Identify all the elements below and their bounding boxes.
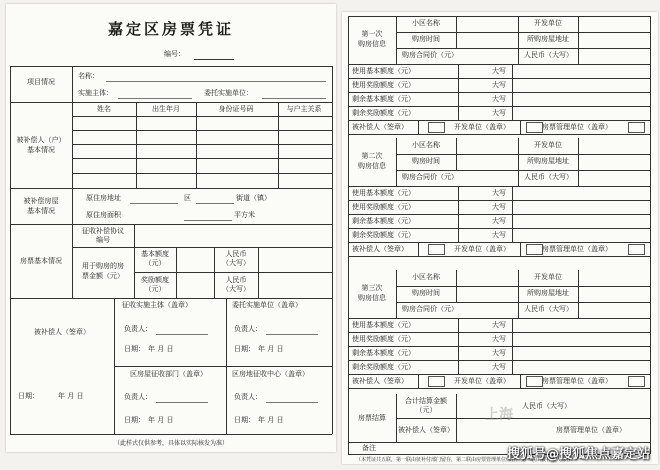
amount-label: 使用基本额度（元） [352,67,415,75]
settlement-amount-label: 合计结算金额 [405,397,447,405]
col-divider [512,78,513,92]
upper-label: 大写 [492,189,506,197]
table-row [72,158,332,159]
col-divider [518,16,519,64]
project-name-field[interactable] [106,81,326,82]
col-divider [512,360,513,374]
serial-number-line [194,59,234,60]
date-label: 日期： [124,345,145,353]
developer-seal-label: 开发单位（盖章） [454,245,510,253]
col-divider [458,106,459,120]
purchase-time-label: 购房时间 [412,289,440,297]
col-divider [458,346,459,360]
amount-label: 使用奖励额度（元） [352,335,415,343]
col-divider [396,16,397,64]
developer-seal-label: 开发单位（盖章） [454,123,510,131]
round-label: 第二次 [361,152,383,160]
col-divider [458,186,459,200]
agreement-number-label: 征收补偿协议 [82,227,124,235]
settlement-section-label: 房票结算 [358,414,386,422]
household-section-label-2: 基本情况 [27,146,55,154]
area-unit: 平方米 [234,211,255,219]
ticket-section-label: 房票基本情况 [20,257,62,265]
reward-amount-label: 奖励额度 [141,276,169,284]
date-label: 日期： [124,416,145,424]
upper-label: 大写 [492,231,506,239]
col-divider [520,374,521,388]
house-address-label: 所购房屋地址 [527,289,569,297]
seal-box[interactable] [526,376,543,387]
upper-label: 大写 [492,349,506,357]
purchase-time-label: 购房时间 [412,35,440,43]
row-divider [348,64,650,65]
mgmt-seal-label: 房票管理单位（盖章） [542,377,612,385]
address-field[interactable] [130,203,178,204]
signature-box[interactable] [428,244,445,255]
developer-label: 开发单位 [534,273,562,281]
date-text: 年 月 日 [258,416,284,424]
col-divider [396,270,397,318]
col-divider [458,200,459,214]
entrusted-seal-label: 委托实施单位（盖章） [232,301,302,309]
row-divider [348,78,650,79]
settlement-rmb-label: 人民币（大写） [522,402,571,410]
responsible-label: 负责人： [124,393,152,401]
row-divider [348,242,650,243]
col-relation: 与户主关系 [286,105,322,113]
col-divider [418,242,419,256]
seal-box[interactable] [526,122,543,133]
row-divider [348,214,650,215]
compensated-signature-label: 被补偿人（签章） [352,377,408,385]
contract-price-label: 购房合同价（元） [402,51,458,59]
col-divider [458,92,459,106]
row-divider [396,418,650,419]
footnote: （本凭证共五联，第一联由征补付部门留存，第二联由房票管理单位保存，第三联由被补偿人保存） [356,457,577,463]
col-divider [520,242,521,256]
col-divider [578,16,579,64]
row-divider [348,228,650,229]
upper-label: 大写 [492,321,506,329]
col-divider [458,228,459,242]
row-divider [10,102,332,103]
col-divider [458,214,459,228]
house-address-label: 所购房屋地址 [527,35,569,43]
table-row [72,144,332,145]
responsible-field[interactable] [266,334,318,335]
original-house-section-label-2: 基本情况 [27,207,55,215]
amount-label: 剩余基本额度（元） [352,217,415,225]
round-label: 第一次 [361,30,383,38]
street-field[interactable] [196,203,234,204]
document-title: 嘉定区房票凭证 [107,20,235,38]
amount-label: 使用奖励额度（元） [352,203,415,211]
rmb-label: 人民币 [225,250,247,258]
date-text: 年 月 日 [148,345,174,353]
serial-number-label: 编号： [164,50,185,58]
upper-label: 大写 [492,363,506,371]
upper-label: 大写 [492,67,506,75]
project-section-label: 项目情况 [27,78,55,86]
table-top-border [348,16,650,17]
row-divider [10,224,332,225]
purchase-amount-label-2: 票金额（元） [82,272,124,280]
row-divider [348,318,650,319]
amount-label: 使用奖励额度（元） [352,81,415,89]
basic-amount-label-2: （元） [144,259,166,267]
col-divider [512,228,513,242]
developer-label: 开发单位 [534,141,562,149]
table-bottom-border [10,434,332,435]
row-divider [348,346,650,347]
row-divider [134,272,332,273]
mgmt-seal-label: 房票管理单位（盖章） [542,245,612,253]
table-row [72,130,332,131]
col-divider [458,360,459,374]
col-divider [396,138,397,186]
col-birth: 出生年月 [152,105,180,113]
round-label-2: 购房信息 [358,162,386,170]
contract-price-label: 购房合同价（元） [402,173,458,181]
round-label-2: 购房信息 [358,294,386,302]
date-label: 日期： [18,392,39,400]
col-divider [578,138,579,186]
col-divider [512,318,513,332]
col-divider [278,102,279,188]
compensated-signature-label: 被补偿人（签章） [34,328,90,336]
entrusted-unit-label: 委托实施单位： [204,89,253,97]
street-label: 街道（镇） [236,194,271,202]
settlement-amount-label-2: （元） [415,406,437,414]
household-section-label: 被补偿人（户） [16,136,66,144]
responsible-label: 负责人： [234,393,262,401]
row-divider [348,374,650,375]
col-divider [458,332,459,346]
seal-box[interactable] [526,244,543,255]
col-divider [518,138,519,186]
remark-label: 备注 [362,444,376,452]
rmb-upper-label: 人民币（大写） [524,305,573,313]
purchase-amount-label: 用于购房的房 [82,262,124,270]
row-divider [348,106,650,107]
col-divider [418,120,419,134]
row-divider [348,134,650,135]
watermark: 上海 [485,407,513,423]
col-divider [458,78,459,92]
amount-label: 剩余奖励额度（元） [352,363,415,371]
section-divider [72,66,73,298]
table-right-border [650,16,651,454]
address-label: 原住房地址 [86,194,121,202]
table-top-border [10,66,332,67]
row-divider [348,92,650,93]
col-divider [512,92,513,106]
upper-label: 大写 [492,203,506,211]
row-divider [348,200,650,201]
amount-label: 使用基本额度（元） [352,189,415,197]
row-divider [348,256,650,257]
community-name-label: 小区名称 [412,273,440,281]
community-name-label: 小区名称 [412,141,440,149]
purchase-time-label: 购房时间 [412,157,440,165]
table-row [72,116,332,117]
col-divider [512,214,513,228]
footnote: （此样式仅供参考，具体以实际核发为准） [113,440,229,447]
col-name: 姓名 [97,105,111,113]
row-divider [396,302,650,303]
compensated-signature-label: 被补偿人（签章） [352,123,408,131]
rmb-label: 人民币 [225,276,247,284]
row-divider [348,332,650,333]
rmb-upper-label: 人民币（大写） [524,51,573,59]
developer-seal-label: 开发单位（盖章） [454,377,510,385]
rmb-upper-label: 人民币（大写） [524,173,573,181]
col-divider [512,186,513,200]
developer-label: 开发单位 [534,19,562,27]
amount-label: 剩余奖励额度（元） [352,231,415,239]
round-label-2: 购房信息 [358,40,386,48]
col-divider [512,332,513,346]
row-divider [396,32,650,33]
brand-label: 搜狐号@搜狐焦点嘉定站 [506,447,650,462]
col-divider [512,346,513,360]
responsible-field[interactable] [156,334,208,335]
area-field[interactable] [184,220,232,221]
row-divider [348,120,650,121]
table-left-border [10,66,11,434]
house-ticket-certificate-front [6,4,336,452]
entrusted-unit-field[interactable] [262,98,326,99]
col-divider [458,64,459,78]
house-address-label: 所购房屋地址 [527,157,569,165]
signature-box[interactable] [428,122,445,133]
implementer-label: 实施主体： [78,89,113,97]
row-divider [396,154,650,155]
house-ticket-certificate-back [342,12,658,464]
table-row [72,173,332,174]
area-label: 原住房面积 [86,211,121,219]
implementer-seal-label: 征收实施主体（盖章） [122,301,192,309]
amount-label: 剩余基本额度（元） [352,95,415,103]
project-name-label: 名称： [78,72,99,80]
bureau-seal-label: 区房屋征收部门（盖章） [130,370,207,378]
col-divider [196,102,197,188]
settlement-mgmt-seal: 房票管理单位（盖章） [556,426,626,434]
seal-box[interactable] [628,244,645,255]
rmb-upper-label: （大写） [222,285,250,293]
amount-label: 使用基本额度（元） [352,321,415,329]
contract-price-label: 购房合同价（元） [402,305,458,313]
col-divider [136,102,137,188]
col-divider [512,200,513,214]
mgmt-seal-label: 房票管理单位（盖章） [542,123,612,131]
row-divider [10,298,332,299]
row-divider [348,186,650,187]
date-text: 年 月 日 [258,345,284,353]
date-text: 年 月 日 [58,392,84,400]
col-divider [512,64,513,78]
upper-label: 大写 [492,109,506,117]
agreement-number-label-2: 编号 [96,236,110,244]
row-divider [396,170,650,171]
compensated-signature-label: 被补偿人（签章） [352,245,408,253]
row-divider [10,188,332,189]
col-divider [518,270,519,318]
upper-label: 大写 [492,217,506,225]
col-divider [458,318,459,332]
col-divider [512,106,513,120]
responsible-field[interactable] [156,402,208,403]
col-divider [520,120,521,134]
seal-box[interactable] [628,376,645,387]
date-text: 年 月 日 [148,416,174,424]
district-label: 区 [184,194,191,202]
row-divider [72,247,332,248]
original-house-section-label: 被补偿房屋 [23,197,59,205]
settlement-signature-label: 被补偿人（签章） [398,426,454,434]
table-right-border [332,66,333,434]
responsible-label: 负责人： [124,325,152,333]
col-id-number: 身份证号码 [218,105,254,113]
round-label: 第三次 [361,284,383,292]
col-divider [418,374,419,388]
implementer-field[interactable] [118,98,192,99]
center-seal-label: 区房地征收中心（盖章） [232,370,309,378]
row-divider [348,360,650,361]
rmb-upper-label: （大写） [222,259,250,267]
date-label: 日期： [234,416,255,424]
row-divider [114,366,332,367]
amount-label: 剩余奖励额度（元） [352,109,415,117]
amount-label: 剩余基本额度（元） [352,349,415,357]
seal-box[interactable] [628,122,645,133]
row-divider [396,48,650,49]
date-label: 日期： [234,345,255,353]
upper-label: 大写 [492,81,506,89]
col-divider [134,224,135,298]
row-divider [348,388,650,389]
col-divider [578,270,579,318]
upper-label: 大写 [492,335,506,343]
basic-amount-label: 基本额度 [141,250,169,258]
community-name-label: 小区名称 [412,19,440,27]
responsible-label: 负责人： [234,325,262,333]
upper-label: 大写 [492,95,506,103]
row-divider [396,286,650,287]
signature-box[interactable] [428,376,445,387]
responsible-field[interactable] [266,402,318,403]
reward-amount-label-2: （元） [144,285,166,293]
